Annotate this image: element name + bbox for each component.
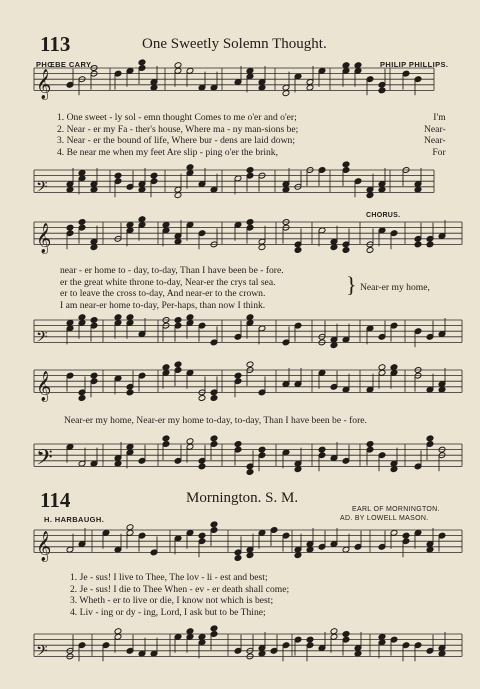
- treble-clef-icon: 𝄞: [36, 223, 52, 254]
- note-head: [210, 435, 218, 442]
- note-head: [246, 67, 254, 74]
- note-head: [78, 314, 86, 321]
- note-head: [330, 244, 338, 251]
- note-head: [258, 244, 266, 251]
- note-head: [342, 62, 350, 69]
- note-head: [198, 633, 206, 640]
- note-head: [306, 636, 314, 643]
- verse-line-2: 2. Near - er my Fa - ther's house, Where ma - ny man-sions be;: [57, 123, 299, 135]
- verse-line-1: 1. One sweet - ly sol - emn thought Comes to me o'er and o'er;: [57, 112, 297, 123]
- verse-line-3b: er to leave the cross to-day, And near-er to the crown.: [60, 288, 266, 300]
- chorus-brace: }: [346, 272, 357, 297]
- note-head: [78, 169, 86, 176]
- bass-clef-icon: 𝄢: [36, 642, 48, 664]
- hymn-number-114: 114: [40, 488, 71, 512]
- note-head: [186, 314, 194, 321]
- note-head: [330, 342, 338, 349]
- note-head: [186, 164, 194, 171]
- note-head: [162, 221, 170, 228]
- note-head: [198, 463, 206, 470]
- note-head: [246, 167, 254, 174]
- note-head: [114, 172, 122, 179]
- note-head: [330, 628, 338, 635]
- music-credit-114-b: AD. BY LOWELL MASON.: [340, 515, 429, 522]
- chorus-line: Near-er my home, Near-er my home to-day, to-day, Than I have been be - fore.: [64, 415, 367, 426]
- treble-clef-icon: 𝄞: [36, 371, 52, 402]
- note-head: [306, 546, 314, 553]
- verse-line-4b: I am near-er home to-day, Per-haps, than now I think.: [60, 299, 266, 311]
- chorus-start: Near-er my home,: [360, 282, 430, 293]
- note-head: [186, 628, 194, 635]
- words-credit-113: PHŒBE CARY.: [36, 60, 94, 69]
- note-head: [186, 438, 194, 445]
- note-head: [114, 460, 122, 467]
- note-head: [426, 435, 434, 442]
- note-head: [426, 241, 434, 248]
- note-head: [90, 372, 98, 379]
- note-head: [174, 62, 182, 69]
- note-head: [90, 244, 98, 251]
- note-head: [210, 521, 218, 528]
- note-head: [246, 314, 254, 321]
- verse-end-4: For: [432, 146, 446, 158]
- note-head: [150, 84, 158, 91]
- note-head: [246, 219, 254, 226]
- note-head: [354, 62, 362, 69]
- note-head: [426, 546, 434, 553]
- note-head: [438, 650, 446, 657]
- bass-clef-icon: 𝄢: [36, 178, 48, 200]
- note-head: [90, 186, 98, 193]
- note-head: [378, 633, 386, 640]
- verse-end-3: Near-: [424, 135, 446, 147]
- note-head: [378, 186, 386, 193]
- note-head: [138, 186, 146, 193]
- note-head: [414, 241, 422, 248]
- bass-clef-icon: 𝄢: [36, 445, 53, 476]
- note-head: [126, 524, 134, 531]
- note-head: [246, 469, 254, 476]
- note-head: [66, 319, 74, 326]
- note-head: [294, 552, 302, 559]
- hymn-title-113: One Sweetly Solemn Thought.: [142, 36, 327, 52]
- note-head: [390, 364, 398, 371]
- note-head: [162, 435, 170, 442]
- note-head: [234, 372, 242, 379]
- note-head: [126, 443, 134, 450]
- note-head: [306, 84, 314, 91]
- note-head: [126, 389, 134, 396]
- verse-114-4: 4. Liv - ing or dy - ing, Lord, I ask but to be Thine;: [70, 606, 266, 618]
- note-head: [246, 552, 254, 559]
- music-credit-114-a: EARL OF MORNINGTON.: [352, 506, 440, 513]
- note-head: [198, 532, 206, 539]
- hymn-number-113: 113: [40, 32, 71, 56]
- note-head: [282, 186, 290, 193]
- note-head: [414, 186, 422, 193]
- note-head: [258, 84, 266, 91]
- note-head: [78, 219, 86, 226]
- note-head: [66, 224, 74, 231]
- note-head: [258, 446, 266, 453]
- note-head: [198, 395, 206, 402]
- note-head: [126, 221, 134, 228]
- hymn-title-114: Mornington. S. M.: [186, 490, 299, 506]
- note-head: [78, 395, 86, 402]
- note-head: [174, 238, 182, 245]
- note-head: [150, 172, 158, 179]
- verse-end-1: I'm: [433, 112, 446, 123]
- note-head: [174, 317, 182, 324]
- note-head: [354, 650, 362, 657]
- verse-line-2b: er the great white throne to-day, Near-er the crys tal sea.: [60, 276, 276, 288]
- verse-end-2: Near-: [424, 123, 446, 135]
- treble-clef-icon: 𝄞: [36, 531, 52, 562]
- note-head: [66, 186, 74, 193]
- verse-114-1: 1. Je - sus! I live to Thee, The lov - li - est and best;: [70, 572, 268, 583]
- note-head: [342, 161, 350, 168]
- note-head: [246, 361, 254, 368]
- note-head: [210, 395, 218, 402]
- bass-clef-icon: 𝄢: [36, 328, 48, 350]
- note-head: [162, 364, 170, 371]
- note-head: [438, 386, 446, 393]
- note-head: [294, 466, 302, 473]
- note-head: [258, 650, 266, 657]
- note-head: [378, 364, 386, 371]
- note-head: [366, 441, 374, 448]
- note-head: [378, 87, 386, 94]
- note-head: [174, 192, 182, 199]
- chorus-label: CHORUS.: [366, 212, 401, 219]
- note-head: [342, 247, 350, 254]
- note-head: [126, 314, 134, 321]
- verse-line-4: 4. Be near me when my feet Are slip - ping o'er the brink,: [57, 146, 278, 158]
- words-credit-114: H. HARBAUGH.: [44, 515, 105, 524]
- note-head: [390, 466, 398, 473]
- note-head: [114, 314, 122, 321]
- note-head: [294, 247, 302, 254]
- note-head: [282, 90, 290, 97]
- note-head: [138, 59, 146, 66]
- note-head: [402, 532, 410, 539]
- music-credit-113: PHILIP PHILLIPS.: [380, 60, 449, 69]
- note-head: [342, 631, 350, 638]
- note-head: [90, 317, 98, 324]
- verse-114-2: 2. Je - sus! I die to Thee When - ev - er death shall come;: [70, 583, 290, 595]
- note-head: [210, 625, 218, 632]
- note-head: [114, 628, 122, 635]
- verse-line-3: 3. Near - er the bound of life, Where bur - dens are laid down;: [57, 135, 295, 147]
- note-head: [234, 555, 242, 562]
- note-head: [138, 216, 146, 223]
- note-head: [366, 247, 374, 254]
- note-head: [174, 361, 182, 368]
- treble-clef-icon: 𝄞: [36, 69, 52, 100]
- note-head: [318, 446, 326, 453]
- verse-114-3: 3. Wheth - er to live or die, I know not which is best;: [70, 595, 274, 607]
- verse-line-1b: near - er home to - day, to-day, Than I have been be - fore.: [60, 265, 284, 276]
- note-head: [366, 192, 374, 199]
- note-head: [234, 441, 242, 448]
